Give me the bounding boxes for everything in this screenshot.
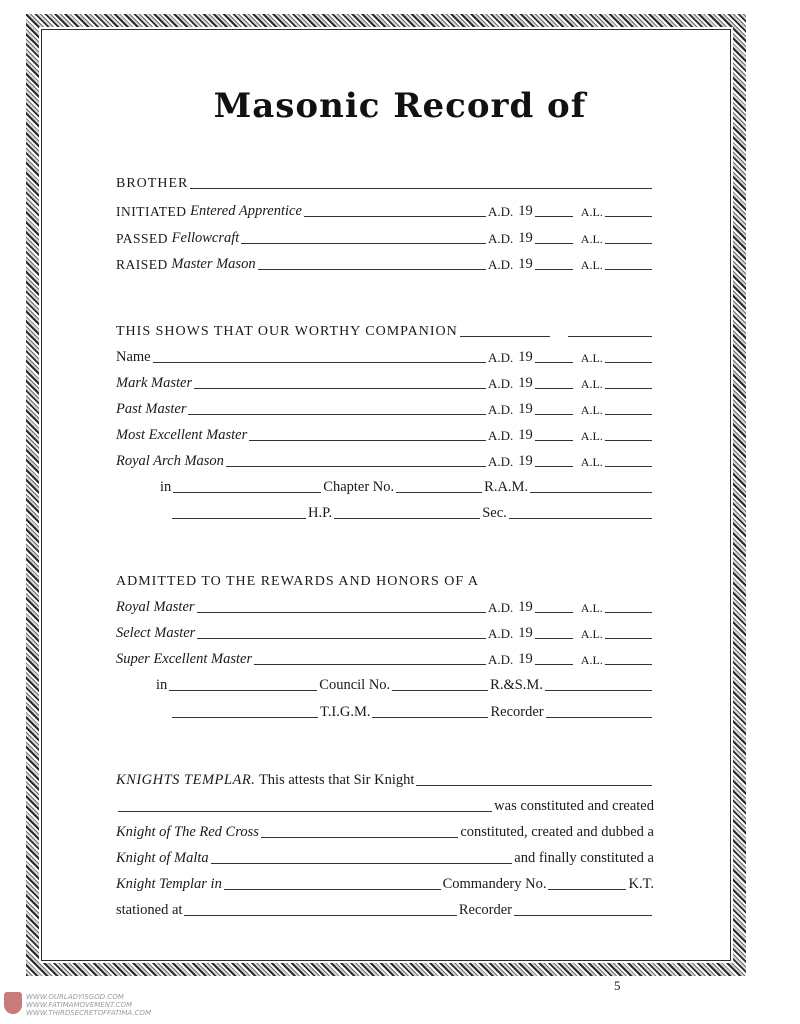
- page-number: 5: [614, 978, 621, 993]
- al-label: A.L.: [580, 653, 603, 667]
- ram-line[interactable]: [530, 492, 652, 493]
- hp-row: [170, 502, 654, 522]
- kt-recorder-line[interactable]: [514, 915, 652, 916]
- kt-label: K.T.: [628, 876, 654, 892]
- name-row: [116, 346, 654, 366]
- council-no-line[interactable]: [392, 690, 488, 691]
- year-line[interactable]: [535, 243, 573, 244]
- select-master-line[interactable]: [197, 638, 486, 639]
- stationed-line[interactable]: [184, 915, 456, 916]
- year-prefix: 19: [518, 427, 533, 443]
- year-prefix: 19: [518, 203, 533, 219]
- malta-row: [116, 847, 654, 867]
- mark-master-label: Mark Master: [116, 375, 193, 391]
- ad-label: A.D.: [488, 376, 514, 391]
- footer-url[interactable]: WWW.OURLADYISGOD.COM: [26, 993, 124, 1001]
- passed-row: [116, 227, 654, 247]
- passed-label: PASSED: [116, 231, 169, 246]
- chapter-row: [160, 476, 654, 496]
- watermark-footer: [26, 993, 151, 1017]
- tigm-label: T.I.G.M.: [320, 704, 371, 720]
- raised-line[interactable]: [258, 269, 486, 270]
- initiated-line[interactable]: [304, 216, 486, 217]
- initiated-row: [116, 200, 654, 220]
- rewards-heading: ADMITTED TO THE REWARDS AND HONORS OF A: [116, 574, 479, 589]
- super-excellent-master-line[interactable]: [254, 664, 486, 665]
- ad-label: A.D.: [488, 231, 514, 246]
- year-prefix: 19: [518, 651, 533, 667]
- year-line[interactable]: [535, 362, 573, 363]
- companion-line-2[interactable]: [568, 336, 652, 337]
- mark-master-line[interactable]: [194, 388, 486, 389]
- al-label: A.L.: [580, 627, 603, 641]
- companion-line[interactable]: [460, 336, 550, 337]
- al-line[interactable]: [605, 638, 652, 639]
- year-prefix: 19: [518, 256, 533, 272]
- select-master-row: [116, 622, 654, 642]
- year-prefix: 19: [518, 230, 533, 246]
- al-label: A.L.: [580, 377, 603, 391]
- hp-label: H.P.: [308, 505, 333, 521]
- knights-templar-row: [116, 769, 654, 789]
- red-cross-label: Knight of The Red Cross: [116, 824, 259, 840]
- hp-line[interactable]: [172, 518, 306, 519]
- rsm-label: R.&S.M.: [490, 677, 543, 693]
- recorder-line-left[interactable]: [372, 717, 488, 718]
- al-label: A.L.: [580, 232, 603, 246]
- commandery-label: Commandery No.: [442, 876, 547, 892]
- year-line[interactable]: [535, 612, 573, 613]
- chapter-no-label: Chapter No.: [323, 479, 395, 495]
- most-excellent-master-label: Most Excellent Master: [116, 427, 248, 443]
- council-row: [156, 674, 654, 694]
- constituted-row: [116, 795, 654, 815]
- year-prefix: 19: [518, 453, 533, 469]
- al-line[interactable]: [605, 362, 652, 363]
- page-title: Masonic Record of: [213, 86, 587, 126]
- sec-line[interactable]: [509, 518, 652, 519]
- al-line[interactable]: [605, 388, 652, 389]
- ad-label: A.D.: [488, 204, 514, 219]
- al-label: A.L.: [580, 601, 603, 615]
- stationed-label: stationed at: [116, 902, 183, 918]
- initiated-label: INITIATED: [116, 204, 187, 219]
- year-prefix: 19: [518, 599, 533, 615]
- year-line[interactable]: [535, 440, 573, 441]
- al-line[interactable]: [605, 466, 652, 467]
- year-line[interactable]: [535, 466, 573, 467]
- ad-label: A.D.: [488, 257, 514, 272]
- council-place-line[interactable]: [169, 690, 317, 691]
- year-line[interactable]: [535, 664, 573, 665]
- malta-label: Knight of Malta: [116, 850, 209, 866]
- companion-heading: THIS SHOWS THAT OUR WORTHY COMPANION: [116, 324, 458, 339]
- templar-label: Knight Templar in: [116, 876, 222, 892]
- year-line[interactable]: [535, 216, 573, 217]
- rsm-line[interactable]: [545, 690, 652, 691]
- watermark-logo: [4, 992, 22, 1014]
- recorder-label: Recorder: [490, 704, 544, 720]
- red-cross-row: [116, 821, 654, 841]
- royal-arch-mason-row: [116, 450, 654, 470]
- red-cross-line[interactable]: [261, 837, 458, 838]
- brother-label: BROTHER: [116, 176, 189, 191]
- royal-master-label: Royal Master: [116, 599, 195, 615]
- constituted-label: was constituted and created: [494, 798, 654, 814]
- al-line[interactable]: [605, 664, 652, 665]
- raised-row: [116, 253, 654, 273]
- year-prefix: 19: [518, 375, 533, 391]
- council-no-label: Council No.: [319, 677, 391, 693]
- royal-arch-mason-label: Royal Arch Mason: [116, 453, 224, 469]
- templar-row: [116, 873, 654, 893]
- al-label: A.L.: [580, 258, 603, 272]
- fellowcraft-label: Fellowcraft: [171, 230, 240, 246]
- finally-label: and finally constituted a: [514, 850, 654, 866]
- ad-label: A.D.: [488, 350, 514, 365]
- most-excellent-master-line[interactable]: [249, 440, 486, 441]
- ad-label: A.D.: [488, 428, 514, 443]
- chapter-place-line[interactable]: [173, 492, 321, 493]
- year-prefix: 19: [518, 349, 533, 365]
- in-label: in: [156, 677, 168, 693]
- ad-label: A.D.: [488, 626, 514, 641]
- past-master-line[interactable]: [188, 414, 486, 415]
- al-line[interactable]: [605, 414, 652, 415]
- al-line[interactable]: [605, 216, 652, 217]
- rewards-row: [116, 570, 654, 590]
- al-line[interactable]: [605, 612, 652, 613]
- ad-label: A.D.: [488, 454, 514, 469]
- commandery-no-line[interactable]: [548, 889, 626, 890]
- super-excellent-master-label: Super Excellent Master: [116, 651, 253, 667]
- super-excellent-master-row: [116, 648, 654, 668]
- tigm-row: [170, 701, 654, 721]
- knights-templar-label: KNIGHTS TEMPLAR.: [116, 772, 256, 788]
- footer-url[interactable]: WWW.THIRDSECRETOFFATIMA.COM: [26, 1009, 151, 1017]
- tigm-line[interactable]: [172, 717, 318, 718]
- year-line[interactable]: [535, 638, 573, 639]
- ad-label: A.D.: [488, 402, 514, 417]
- ad-label: A.D.: [488, 652, 514, 667]
- al-label: A.L.: [580, 351, 603, 365]
- entered-apprentice-label: Entered Apprentice: [190, 203, 302, 219]
- ad-label: A.D.: [488, 600, 514, 615]
- recorder-line[interactable]: [546, 717, 652, 718]
- attests-label: This attests that Sir Knight: [258, 772, 415, 788]
- stationed-row: [116, 899, 654, 919]
- malta-line[interactable]: [211, 863, 513, 864]
- al-label: A.L.: [580, 205, 603, 219]
- past-master-row: [116, 398, 654, 418]
- royal-master-row: [116, 596, 654, 616]
- name-line[interactable]: [153, 362, 486, 363]
- al-line[interactable]: [605, 269, 652, 270]
- master-mason-label: Master Mason: [171, 256, 256, 272]
- in-label: in: [160, 479, 172, 495]
- ram-label: R.A.M.: [484, 479, 529, 495]
- chapter-no-line[interactable]: [396, 492, 482, 493]
- templar-line[interactable]: [224, 889, 441, 890]
- al-line[interactable]: [605, 243, 652, 244]
- raised-label: RAISED: [116, 257, 168, 272]
- al-label: A.L.: [580, 403, 603, 417]
- mark-master-row: [116, 372, 654, 392]
- sir-knight-line[interactable]: [416, 785, 652, 786]
- kt-recorder-label: Recorder: [458, 902, 512, 918]
- al-line[interactable]: [605, 440, 652, 441]
- passed-line[interactable]: [241, 243, 486, 244]
- name-label: Name: [116, 349, 151, 365]
- select-master-label: Select Master: [116, 625, 196, 641]
- year-prefix: 19: [518, 625, 533, 641]
- sec-label: Sec.: [482, 505, 507, 521]
- royal-master-line[interactable]: [197, 612, 486, 613]
- footer-url[interactable]: WWW.FATIMAMOVEMENT.COM: [26, 1001, 133, 1009]
- most-excellent-master-row: [116, 424, 654, 444]
- sec-line-left[interactable]: [334, 518, 480, 519]
- companion-row: [116, 320, 654, 340]
- year-line[interactable]: [535, 269, 573, 270]
- brother-line[interactable]: [190, 188, 652, 189]
- year-line[interactable]: [535, 414, 573, 415]
- al-label: A.L.: [580, 429, 603, 443]
- brother-row: [116, 172, 654, 192]
- year-prefix: 19: [518, 401, 533, 417]
- year-line[interactable]: [535, 388, 573, 389]
- constituted-line[interactable]: [118, 811, 492, 812]
- al-label: A.L.: [580, 455, 603, 469]
- royal-arch-mason-line[interactable]: [226, 466, 486, 467]
- past-master-label: Past Master: [116, 401, 187, 417]
- dubbed-label: constituted, created and dubbed a: [460, 824, 654, 840]
